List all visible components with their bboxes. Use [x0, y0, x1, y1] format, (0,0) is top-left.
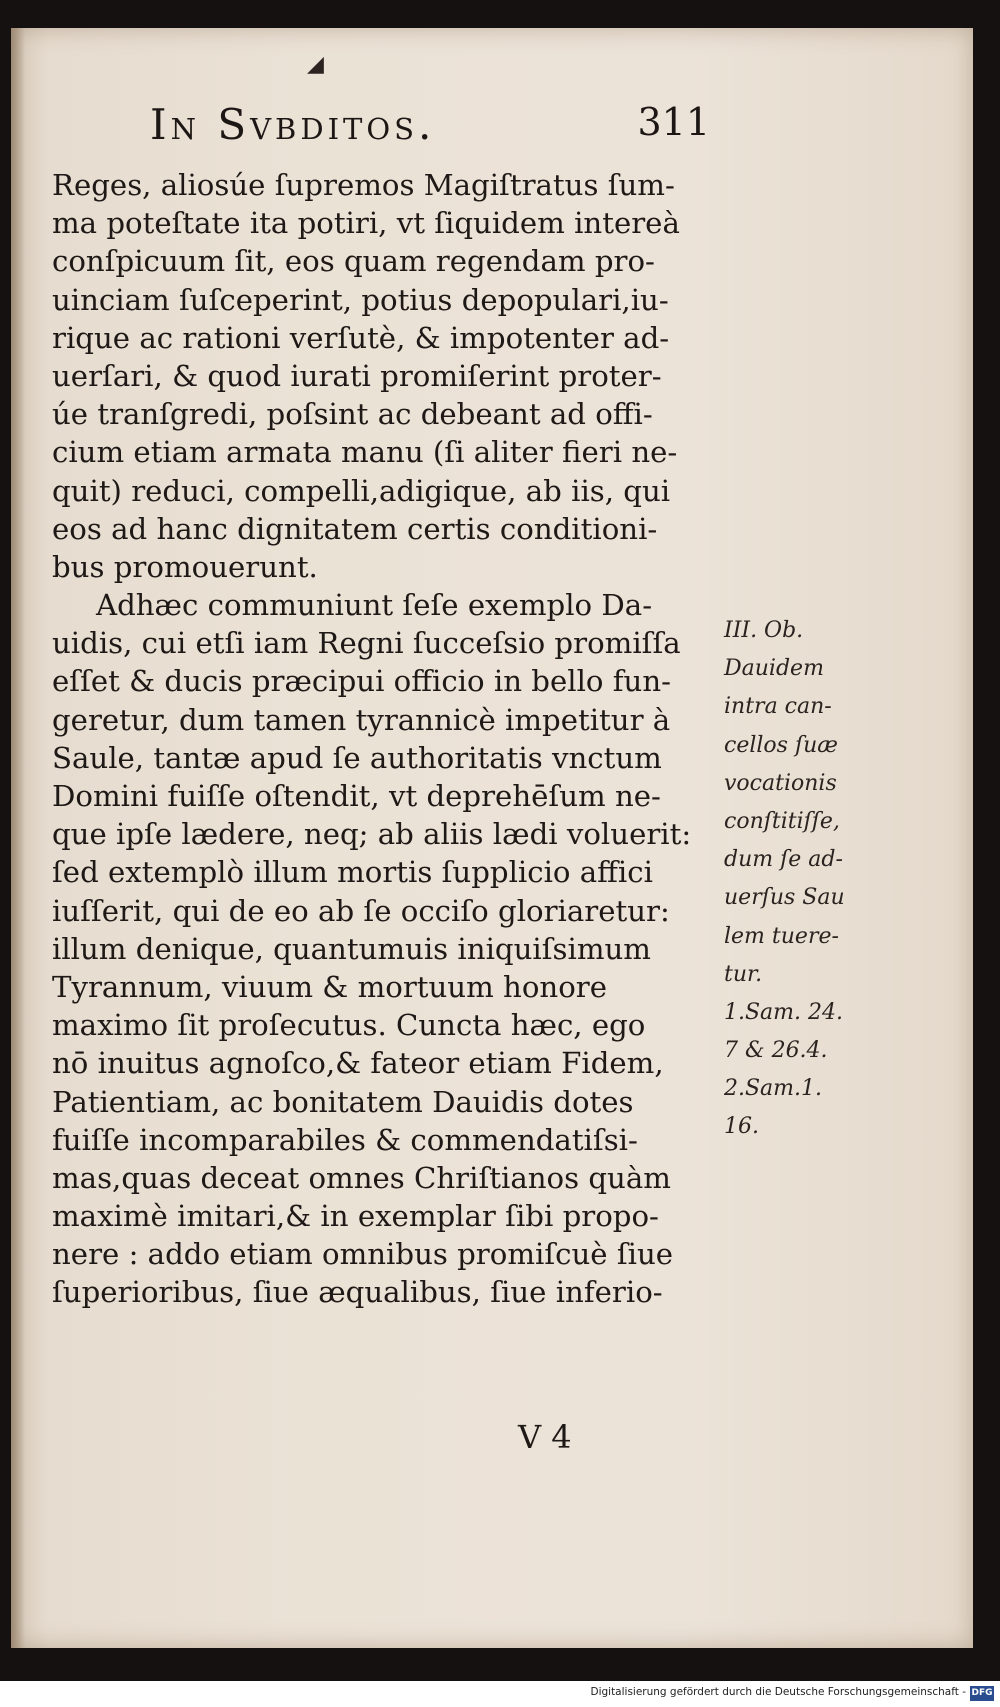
text-line: fuiſſe incomparabiles & commendatiſsi- [52, 1122, 638, 1157]
running-head: In Svbditos. [150, 100, 436, 149]
page-spine-shadow [11, 28, 25, 1648]
page-number: 311 [637, 100, 710, 144]
text-line: ma poteſtate ita potiri, vt ſiquidem intereà [52, 206, 680, 241]
margin-note-citation: 1.Sam. 24. [724, 999, 844, 1025]
text-line: ſed extemplò illum mortis ſupplicio affici [52, 855, 653, 890]
margin-note-line: cellos ſuæ [724, 732, 838, 758]
margin-note-line: lem tuere- [724, 923, 839, 949]
dfg-logo: DFG [970, 1686, 994, 1701]
text-line: cium etiam armata manu (ſi aliter fieri ne- [52, 435, 678, 470]
funding-credit: Digitalisierung gefördert durch die Deutsche Forschungsgemeinschaft - [590, 1686, 966, 1698]
text-line: Saule, tantæ apud ſe authoritatis vnctum [52, 740, 662, 775]
text-line: bus promouerunt. [52, 549, 318, 584]
text-line: maximè imitari,& in exemplar ſibi propo- [52, 1199, 659, 1234]
margin-note-line: intra can- [724, 694, 832, 720]
text-line: geretur, dum tamen tyrannicè impetitur à [52, 702, 671, 737]
ornament-mark: ◢ [307, 52, 324, 77]
text-line: rique ac rationi verſutè, & impotenter ad- [52, 320, 670, 355]
text-line: Tyrannum, viuum & mortuum honore [52, 969, 608, 1004]
text-line: illum denique, quantumuis iniquiſsimum [52, 931, 651, 966]
text-line: conſpicuum ſit, eos quam regendam pro- [52, 244, 655, 279]
margin-note-citation: 2.Sam.1. [724, 1076, 823, 1102]
text-line: eſſet & ducis præcipui officio in bello fun- [52, 664, 672, 699]
text-line: uinciam ſuſceperint, potius depopulari,iu- [52, 282, 669, 317]
margin-note-line: conſtitiſſe, [724, 808, 840, 834]
text-line: quit) reduci, compelli,adigique, ab iis, qui [52, 473, 671, 508]
margin-note-line: tur. [724, 961, 763, 987]
body-text [52, 166, 712, 1312]
text-line: que ipſe lædere, neq; ab aliis lædi voluerit: [52, 817, 692, 852]
margin-note-citation: 7 & 26.4. [724, 1038, 828, 1064]
text-line: úe tranſgredi, poſsint ac debeant ad offi- [52, 397, 653, 432]
credit-bar [0, 1681, 1000, 1707]
margin-note-line: vocationis [724, 770, 837, 796]
margin-notes [724, 612, 874, 1147]
text-line: uidis, cui etſi iam Regni ſucceſsio promiſſa [52, 626, 681, 661]
text-line: ſuperioribus, ſiue æqualibus, ſiue inferio- [52, 1275, 663, 1310]
text-line: nere : addo etiam omnibus promiſcuè ſiue [52, 1237, 674, 1272]
margin-note-citation: 16. [724, 1114, 759, 1140]
margin-note-line: III. Ob. [724, 618, 804, 643]
page-header [150, 100, 710, 156]
text-line: iuſſerit, qui de eo ab ſe occiſo gloriaretur: [52, 893, 670, 928]
paragraph-start-line: Adhæc communiunt ſeſe exemplo Da- [96, 588, 653, 623]
text-line: nō inuitus agnoſco,& fateor etiam Fidem, [52, 1046, 664, 1081]
text-line: Patientiam, ac bonitatem Dauidis dotes [52, 1084, 634, 1119]
text-line: maximo ſit proſecutus. Cuncta hæc, ego [52, 1008, 646, 1043]
margin-note-line: dum ſe ad- [724, 847, 843, 873]
text-line: uerſari, & quod iurati promiſerint proter- [52, 358, 662, 393]
text-line: Domini fuiſſe oſtendit, vt deprehēſum ne- [52, 779, 661, 813]
text-line: eos ad hanc dignitatem certis conditioni- [52, 511, 658, 546]
text-line: mas,quas deceat omnes Chriſtianos quàm [52, 1160, 671, 1195]
text-line: Reges, aliosúe ſupremos Magiſtratus ſum- [52, 168, 675, 202]
signature-mark: V 4 [518, 1418, 572, 1456]
margin-note-line: Dauidem [724, 656, 824, 682]
margin-note-line: uerſus Sau [724, 885, 845, 911]
